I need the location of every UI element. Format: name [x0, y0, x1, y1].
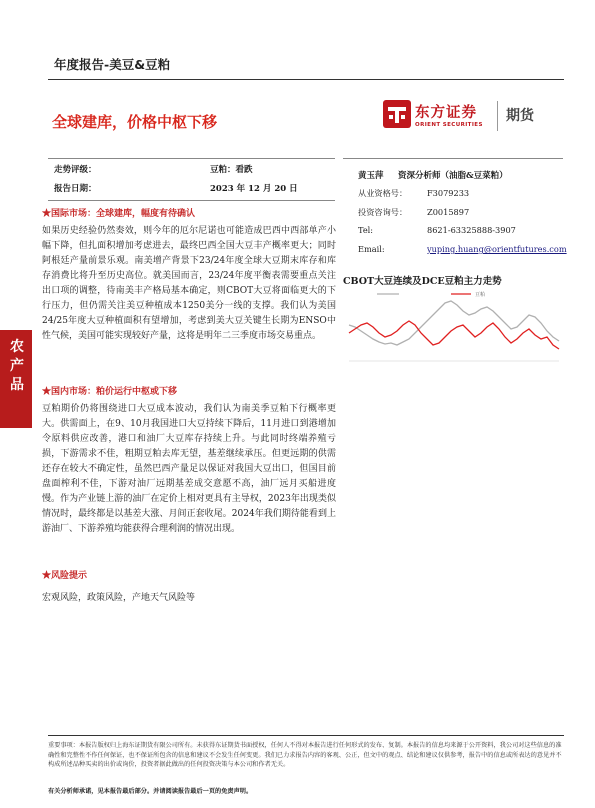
legend-label-meal: 豆粕 [475, 292, 486, 298]
series-line-meal [349, 321, 559, 349]
analyst-email-link[interactable]: yuping.huang@orientfutures.com [427, 244, 567, 254]
date-label: 报告日期： [54, 184, 97, 194]
analyst-consult-label: 投资咨询号： [358, 207, 408, 217]
date-value: 2023 年 12 月 20 日 [210, 184, 298, 194]
analyst-license-label: 从业资格号： [358, 188, 408, 198]
meta-rule-bottom [48, 200, 335, 201]
analyst-consult-value: Z0015897 [427, 207, 470, 217]
section-heading-international: ★国际市场：全球建库，幅度有待确认 [42, 209, 196, 219]
chart-title: CBOT大豆连续及DCE豆粕主力走势 [343, 276, 502, 287]
disclaimer-text: 重要事项：本报告版权归上海东证期货有限公司所有。未获得东证期货书面授权，任何人不得对本报告进行任何形式的发布、复制。本报告的信息均来源于公开资料，我公司对这些信息的准确性和完整性不作任何保证，也不保证所包含的信息和建议不会发生任何变更。我们已力求报告内容的客观、公正，但文中的观点、结论和建议仅供参考，报告中的信息或所表达的意见并不构成所述品种买卖的出价或询价，投资者据此做出的任何投资决策与本公司和作者无关。 [48, 742, 562, 769]
rating-value: 豆粕：看跌 [210, 165, 253, 175]
analyst-tel-label: Tel: [358, 225, 374, 235]
meta-rule-top [48, 158, 335, 159]
section-body-international [42, 224, 336, 344]
series-line-cbot [349, 301, 559, 345]
paragraph: 豆粕期价仍将围绕进口大豆成本波动，我们认为南美季豆粕下行概率更大。供需面上，在9、10月我国进口大豆持续下降后，11月进口到港增加令原料供应改善，港口和油厂大豆库存持续上升。与此同时终端养殖亏损，下游需求不佳，粗期豆粕去库无望，基差继续承压。但更远期的供需还存在较大不确定性，虽然巴西产量足以保证对我国大豆出口，但国目前盘面榨利不佳，下游对油厂远期基差成交意愿不高，油厂远月买船进度慢。作为产业链上游的油厂在定价上相对更具有主导权，2023年出现类似情况时，最终都是以基差大涨、月间正套收尾。2024年我们期待能看到上游油厂、下游养殖均能获得合理利润的情况出现。 [42, 404, 336, 534]
footer-rule [48, 735, 564, 736]
brand-logo-icon [383, 100, 411, 128]
analyst-license-value: F3079233 [427, 188, 470, 198]
report-type: 年度报告-美豆&豆粕 [54, 57, 171, 72]
brand-name-en: ORIENT SECURITIES [415, 122, 483, 128]
analyst-rule [343, 158, 563, 159]
brand-division: 期货 [506, 108, 534, 124]
section-body-domestic [42, 402, 336, 537]
section-heading-risk: ★风险提示 [42, 571, 88, 581]
disclaimer-note: 有关分析师承诺，见本报告最后部分。并请阅读报告最后一页的免责声明。 [48, 788, 253, 795]
report-title: 全球建库，价格中枢下移 [52, 113, 218, 131]
analyst-role: 资深分析师（油脂&豆菜粕） [398, 171, 508, 181]
analyst-name: 黄玉萍 [358, 171, 384, 181]
brand-divider [497, 101, 498, 131]
brand-name: 东方证券 [415, 105, 477, 121]
header-rule [48, 79, 564, 80]
analyst-tel-value: 8621-63325888-3907 [427, 225, 516, 235]
analyst-email-label: Email: [358, 244, 385, 254]
price-trend-chart [343, 287, 565, 367]
paragraph: 如果历史经验仍然奏效，则今年的厄尔尼诺也可能造成巴西中西部单产小幅下降，但扎面积增加考虑进去，最终巴西全国大豆丰产概率更大；同时阿根廷产量前景乐观。南美增产背景下23/24年度全球大豆期末库存和库存消费比将升至历史高位。就美国而言，23/24年度平衡表需要重点关注出口项的调整，待南美丰产格局基本确定，则CBOT大豆将面临更大的下行压力，但仍需关注美豆种植成本1250美分一线的支撑。我们认为美国24/25年度大豆种植面积有望增加，考虑到美大豆关键生长期为ENSO中性气候，美国可能实现较好产量，这将是明年二三季度市场交易重点。 [42, 226, 336, 341]
paragraph: 宏观风险，政策风险，产地天气风险等 [42, 593, 196, 603]
section-heading-domestic: ★国内市场：粕价运行中枢或下移 [42, 387, 178, 397]
rating-label: 走势评级： [54, 165, 97, 175]
category-tab-label: 农产品 [10, 339, 24, 393]
section-body-risk [42, 591, 336, 606]
